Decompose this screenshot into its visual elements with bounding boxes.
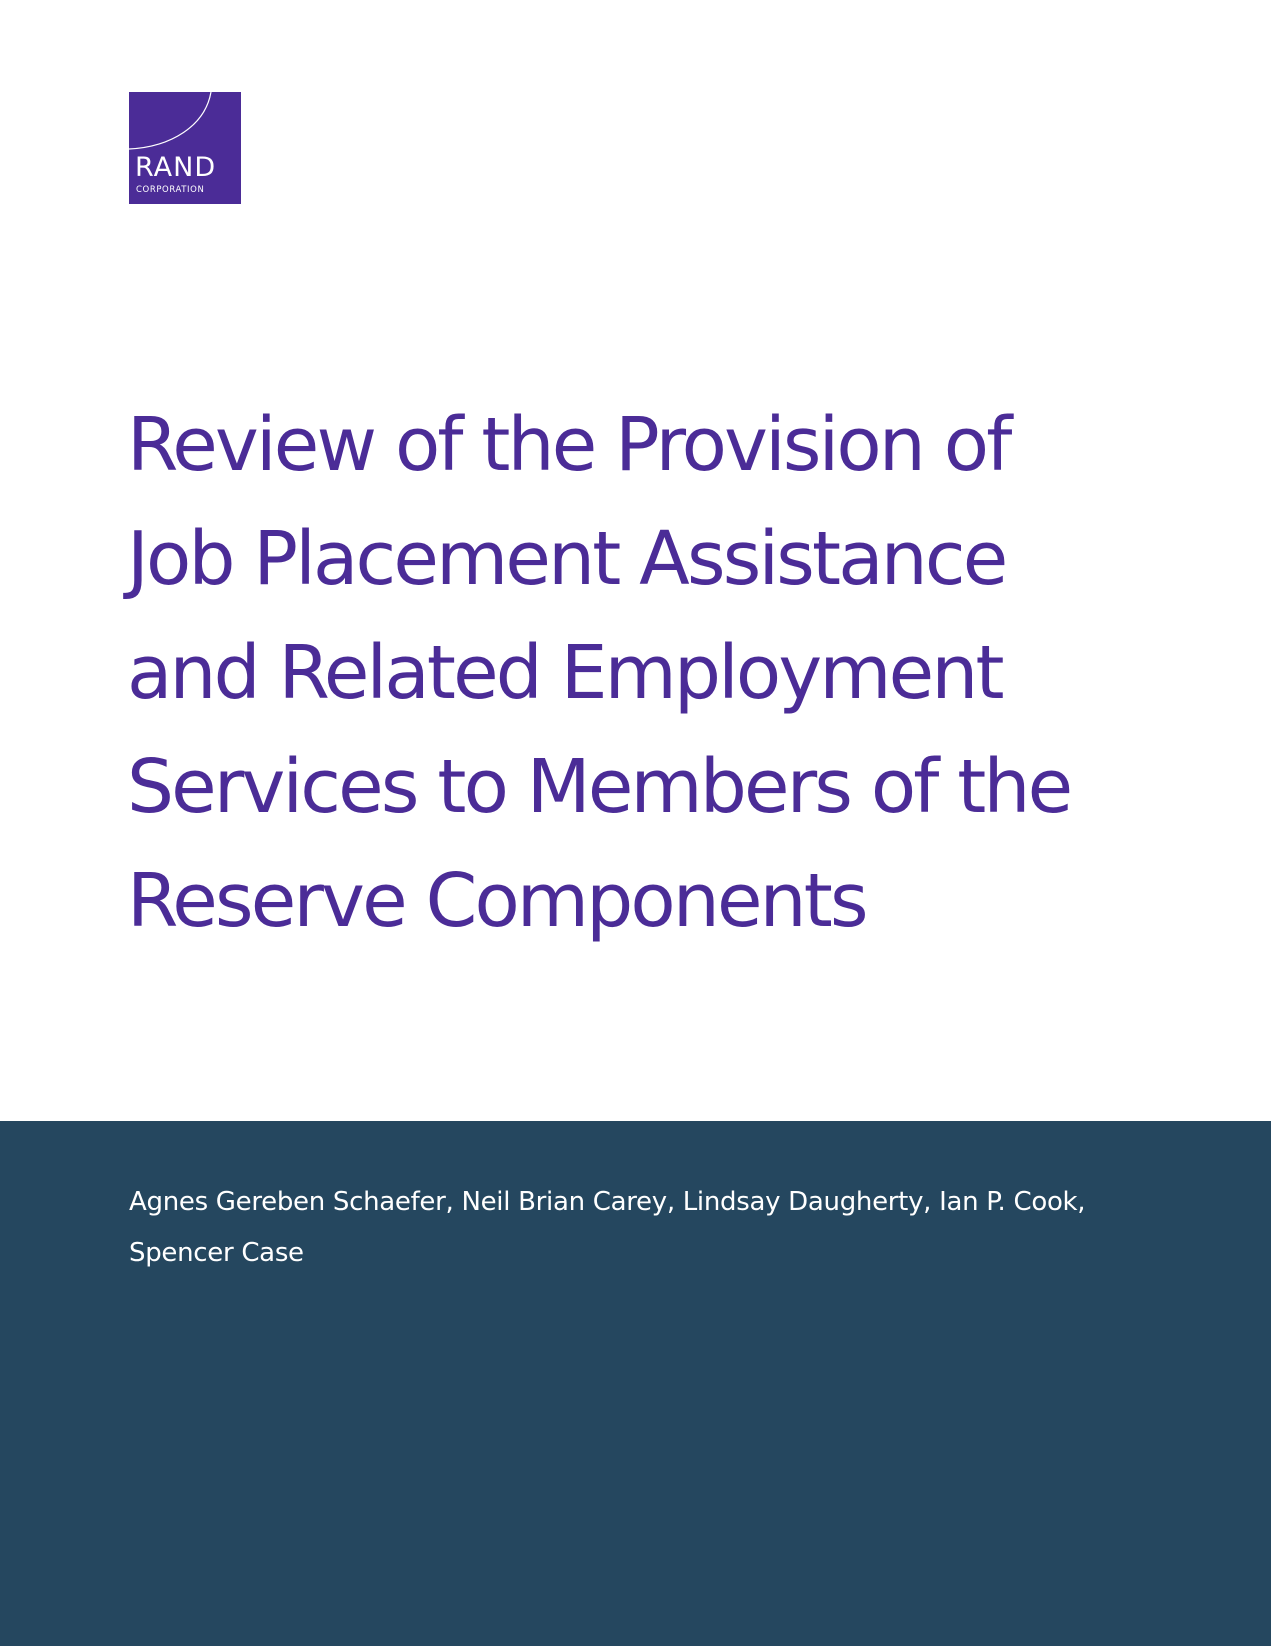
- title-line: Reserve Components: [127, 858, 866, 944]
- author-list: [129, 1177, 1209, 1279]
- title-line: Job Placement Assistance: [127, 516, 1006, 602]
- title-line: Services to Members of the: [127, 744, 1071, 830]
- logo-name: RAND: [135, 152, 217, 183]
- report-title: [127, 388, 1237, 958]
- title-line: and Related Employment: [127, 630, 1002, 716]
- author-line: Spencer Case: [129, 1238, 304, 1268]
- rand-logo: [129, 92, 241, 204]
- logo-subtitle: CORPORATION: [136, 185, 205, 195]
- author-line: Agnes Gereben Schaefer, Neil Brian Carey, Lindsay Daugherty, Ian P. Cook,: [129, 1187, 1086, 1217]
- title-line: Review of the Provision of: [127, 402, 1010, 488]
